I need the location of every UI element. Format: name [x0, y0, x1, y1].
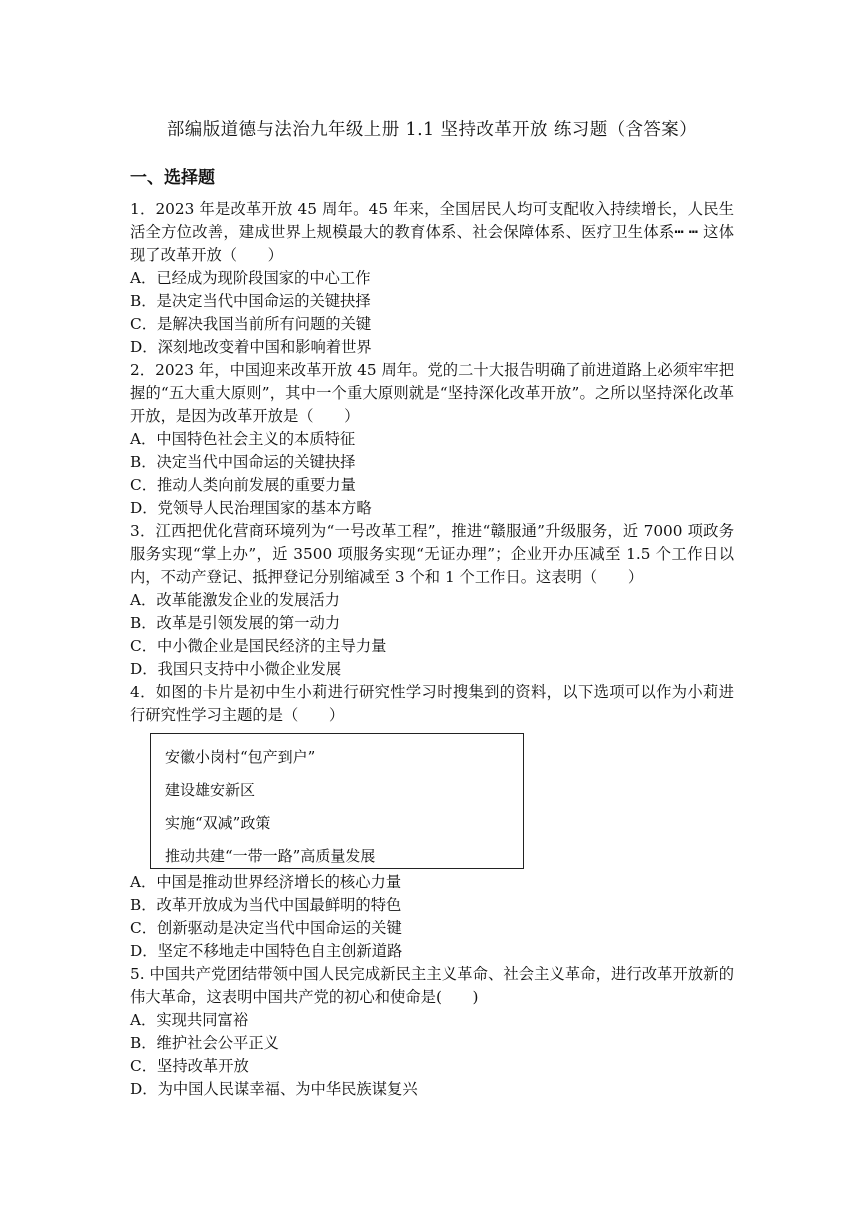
- option-text: 实现共同富裕: [156, 1011, 249, 1029]
- document-title: 部编版道德与法治九年级上册 1.1 坚持改革开放 练习题（含答案）: [166, 120, 698, 140]
- option-list: [130, 1009, 734, 1101]
- option-letter: C．: [130, 315, 158, 333]
- option-c: [130, 1055, 734, 1078]
- question-5: [130, 963, 734, 1101]
- option-c: [130, 635, 734, 658]
- option-letter: D．: [130, 499, 158, 517]
- question-stem: 3．江西把优化营商环境列为“一号改革工程”，推进“赣服通”升级服务，近 7000 项政务服务实现“掌上办”，近 3500 项服务实现“无证办理”；企业开办压减至 1.5 个工作日以内，不动产登记、抵押登记分别缩减至 3 个和 1 个工作日。这表明（ ）: [130, 522, 734, 586]
- option-text: 改革能激发企业的发展活力: [156, 591, 340, 609]
- option-c: [130, 917, 734, 940]
- option-list: [130, 428, 734, 520]
- card-line: 建设雄安新区: [165, 781, 256, 799]
- option-text: 维护社会公平正义: [156, 1034, 279, 1052]
- option-text: 中国特色社会主义的本质特征: [156, 430, 356, 448]
- option-letter: B．: [130, 292, 157, 310]
- option-text: 坚定不移地走中国特色自主创新道路: [157, 942, 403, 960]
- option-text: 坚持改革开放: [157, 1057, 249, 1075]
- option-list: [130, 267, 734, 359]
- option-letter: D．: [130, 660, 158, 678]
- question-4: [130, 681, 734, 963]
- option-text: 中国是推动世界经济增长的核心力量: [156, 873, 402, 891]
- question-stem: 2．2023 年，中国迎来改革开放 45 周年。党的二十大报告明确了前进道路上必须牢牢把握的“五大重大原则”，其中一个重大原则就是“坚持深化改革开放”。之所以坚持深化改革开放，是因为改革开放是（ ）: [130, 361, 734, 425]
- option-text: 改革开放成为当代中国最鲜明的特色: [156, 896, 402, 914]
- option-letter: D．: [130, 942, 158, 960]
- card-line: 推动共建“一带一路”高质量发展: [165, 847, 376, 865]
- option-c: [130, 313, 734, 336]
- option-letter: A．: [130, 873, 157, 891]
- card-line: 实施“双减”政策: [165, 814, 271, 832]
- option-text: 是解决我国当前所有问题的关键: [157, 315, 372, 333]
- option-letter: C．: [130, 637, 158, 655]
- option-b: [130, 1032, 734, 1055]
- option-text: 推动人类向前发展的重要力量: [157, 476, 356, 494]
- question-3: [130, 520, 734, 681]
- option-d: [130, 658, 734, 681]
- card-line: 安徽小岗村“包产到户”: [165, 748, 316, 766]
- option-list: [130, 871, 734, 963]
- option-letter: B．: [130, 1034, 157, 1052]
- option-b: [130, 290, 734, 313]
- option-a: [130, 1009, 734, 1032]
- option-text: 中小微企业是国民经济的主导力量: [157, 637, 387, 655]
- option-list: [130, 589, 734, 681]
- option-letter: A．: [130, 591, 157, 609]
- option-text: 已经成为现阶段国家的中心工作: [156, 269, 371, 287]
- option-text: 决定当代中国命运的关键抉择: [156, 453, 356, 471]
- option-letter: A．: [130, 430, 157, 448]
- question-stem: 5. 中国共产党团结带领中国人民完成新民主主义革命、社会主义革命，进行改革开放新的伟大革命，这表明中国共产党的初心和使命是( ): [130, 965, 734, 1006]
- option-letter: B．: [130, 896, 157, 914]
- option-d: [130, 497, 734, 520]
- option-a: [130, 428, 734, 451]
- option-text: 为中国人民谋幸福、为中华民族谋复兴: [157, 1080, 418, 1098]
- option-d: [130, 1078, 734, 1101]
- option-letter: B．: [130, 614, 157, 632]
- option-a: [130, 871, 734, 894]
- question-1: [130, 198, 734, 359]
- option-text: 党领导人民治理国家的基本方略: [157, 499, 372, 517]
- option-letter: C．: [130, 919, 158, 937]
- question-stem: 1．2023 年是改革开放 45 周年。45 年来，全国居民人均可支配收入持续增长，人民生活全方位改善，建成世界上规模最大的教育体系、社会保障体系、医疗卫生体系┅ ┅ 这体现了改革开放（ ）: [130, 200, 734, 264]
- option-text: 深刻地改变着中国和影响着世界: [157, 338, 372, 356]
- option-letter: B．: [130, 453, 157, 471]
- question-stem: 4．如图的卡片是初中生小莉进行研究性学习时搜集到的资料，以下选项可以作为小莉进行研究性学习主题的是（ ）: [130, 683, 734, 724]
- option-letter: C．: [130, 476, 158, 494]
- question-2: [130, 359, 734, 520]
- option-text: 是决定当代中国命运的关键抉择: [156, 292, 371, 310]
- option-a: [130, 267, 734, 290]
- option-d: [130, 940, 734, 963]
- option-b: [130, 612, 734, 635]
- option-letter: C．: [130, 1057, 158, 1075]
- option-text: 我国只支持中小微企业发展: [157, 660, 342, 678]
- material-card: [150, 733, 524, 869]
- option-letter: A．: [130, 269, 157, 287]
- option-letter: D．: [130, 1080, 158, 1098]
- option-c: [130, 474, 734, 497]
- option-text: 改革是引领发展的第一动力: [156, 614, 341, 632]
- option-letter: D．: [130, 338, 158, 356]
- option-d: [130, 336, 734, 359]
- option-b: [130, 894, 734, 917]
- option-b: [130, 451, 734, 474]
- section-heading: 一、选择题: [130, 168, 215, 188]
- option-text: 创新驱动是决定当代中国命运的关键: [157, 919, 402, 937]
- option-letter: A．: [130, 1011, 157, 1029]
- option-a: [130, 589, 734, 612]
